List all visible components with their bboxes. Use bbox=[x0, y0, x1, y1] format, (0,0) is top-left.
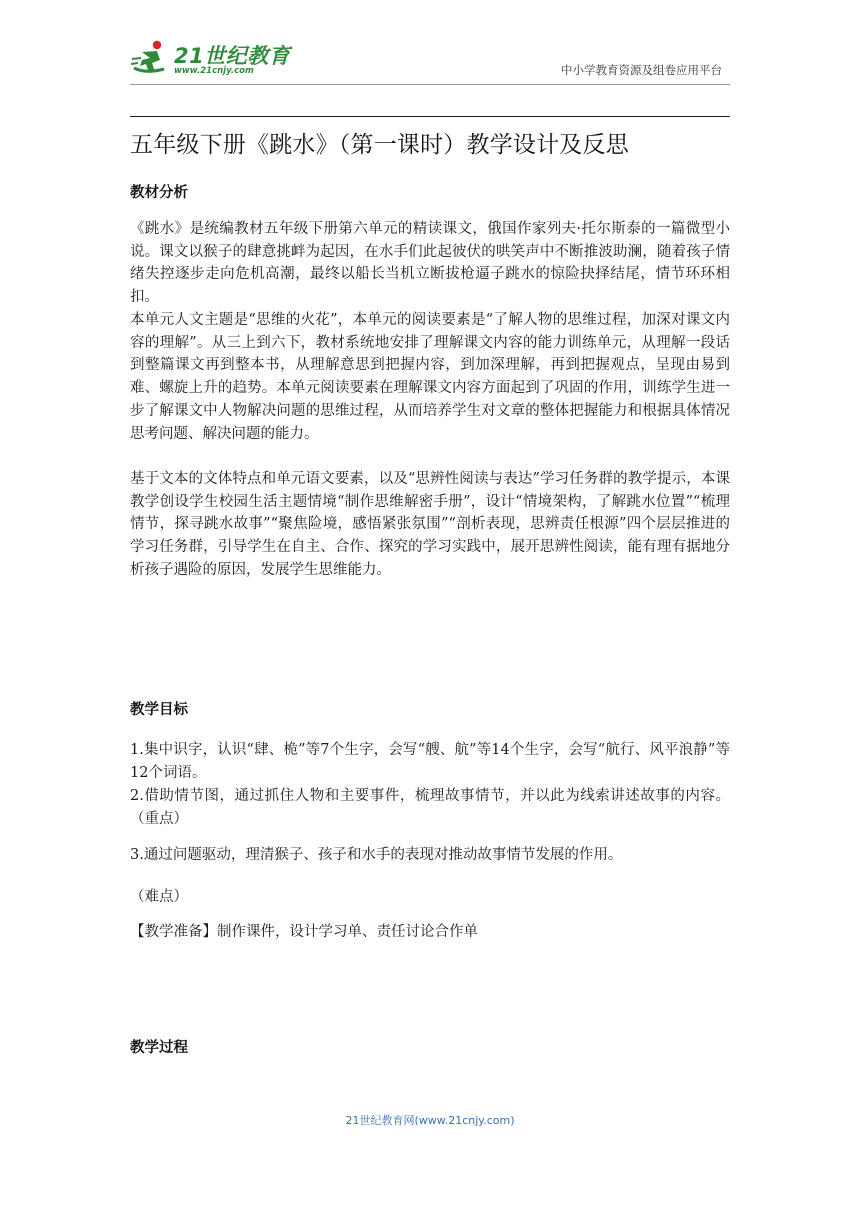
header-divider bbox=[130, 84, 730, 85]
page-footer: 21世纪教育网(www.21cnjy.com) bbox=[345, 1114, 515, 1127]
page-header bbox=[130, 38, 730, 118]
analysis-paragraph-2: 本单元人文主题是“思维的火花”，本单元的阅读要素是“了解人物的思维过程，加深对课文内容的理解”。从三上到六下，教材系统地安排了理解课文内容的能力训练单元，从理解一段话到整篇课文再到整本书，从理解意思到把握内容，到加深理解，再到把握观点，呈现由易到难、螺旋上升的趋势。本单元阅读要素在理解课文内容方面起到了巩固的作用，训练学生进一步了解课文中人物解决问题的思维过程，从而培养学生对文章的整体把握能力和根据具体情况思考问题、解决问题的能力。 bbox=[130, 312, 730, 442]
goal-item: 1.集中识字，认识“肆、桅”等7个生字，会写“艘、航”等14个生字，会写“航行、风平浪静”等12个词语。 bbox=[130, 742, 730, 781]
goal-item: 2.借助情节图，通过抓住人物和主要事件，梳理故事情节，并以此为线索讲述故事的内容。（重点） bbox=[130, 788, 730, 827]
platform-name: 中小学教育资源及组卷应用平台 bbox=[561, 63, 722, 77]
runner-logo-icon bbox=[130, 38, 174, 78]
section-heading-process: 教学过程 bbox=[130, 1040, 188, 1056]
goal-item: 3.通过问题驱动，理清猴子、孩子和水手的表现对推动故事情节发展的作用。 bbox=[130, 847, 623, 863]
analysis-paragraph-1: 《跳水》是统编教材五年级下册第六单元的精读课文，俄国作家列夫·托尔斯泰的一篇微型小说。课文以猴子的肆意挑衅为起因，在水手们此起彼伏的哄笑声中不断推波助澜，随着孩子情绪失控逐步走向危机高潮，最终以船长当机立断拔枪逼子跳水的惊险抉择结尾，情节环环相扣。 bbox=[130, 221, 730, 306]
logo-text: 21世纪教育 bbox=[174, 44, 291, 68]
teaching-preparation: 【教学准备】制作课件，设计学习单、责任讨论合作单 bbox=[130, 924, 478, 940]
analysis-paragraph-3: 基于文本的文体特点和单元语文要素，以及“思辨性阅读与表达”学习任务群的教学提示，本课教学创设学生校园生活主题情境“制作思维解密手册”，设计“情境架构，了解跳水位置”“梳理情节，探寻跳水故事”“聚焦险境，感悟紧张氛围”“剖析表现，思辨责任根源”四个层层推进的学习任务群，引导学生在自主、合作、探究的学习实践中，展开思辨性阅读，能有理有据地分析孩子遇险的原因，发展学生思维能力。 bbox=[130, 471, 730, 578]
site-logo bbox=[130, 38, 330, 82]
logo-url: www.21cnjy.com bbox=[174, 66, 254, 76]
title-divider bbox=[130, 116, 730, 117]
section-heading-analysis: 教材分析 bbox=[130, 185, 188, 201]
section-heading-goals: 教学目标 bbox=[130, 702, 188, 718]
document-title: 五年级下册《跳水》（第一课时）教学设计及反思 bbox=[130, 132, 629, 158]
goal-item: （难点） bbox=[130, 889, 188, 905]
